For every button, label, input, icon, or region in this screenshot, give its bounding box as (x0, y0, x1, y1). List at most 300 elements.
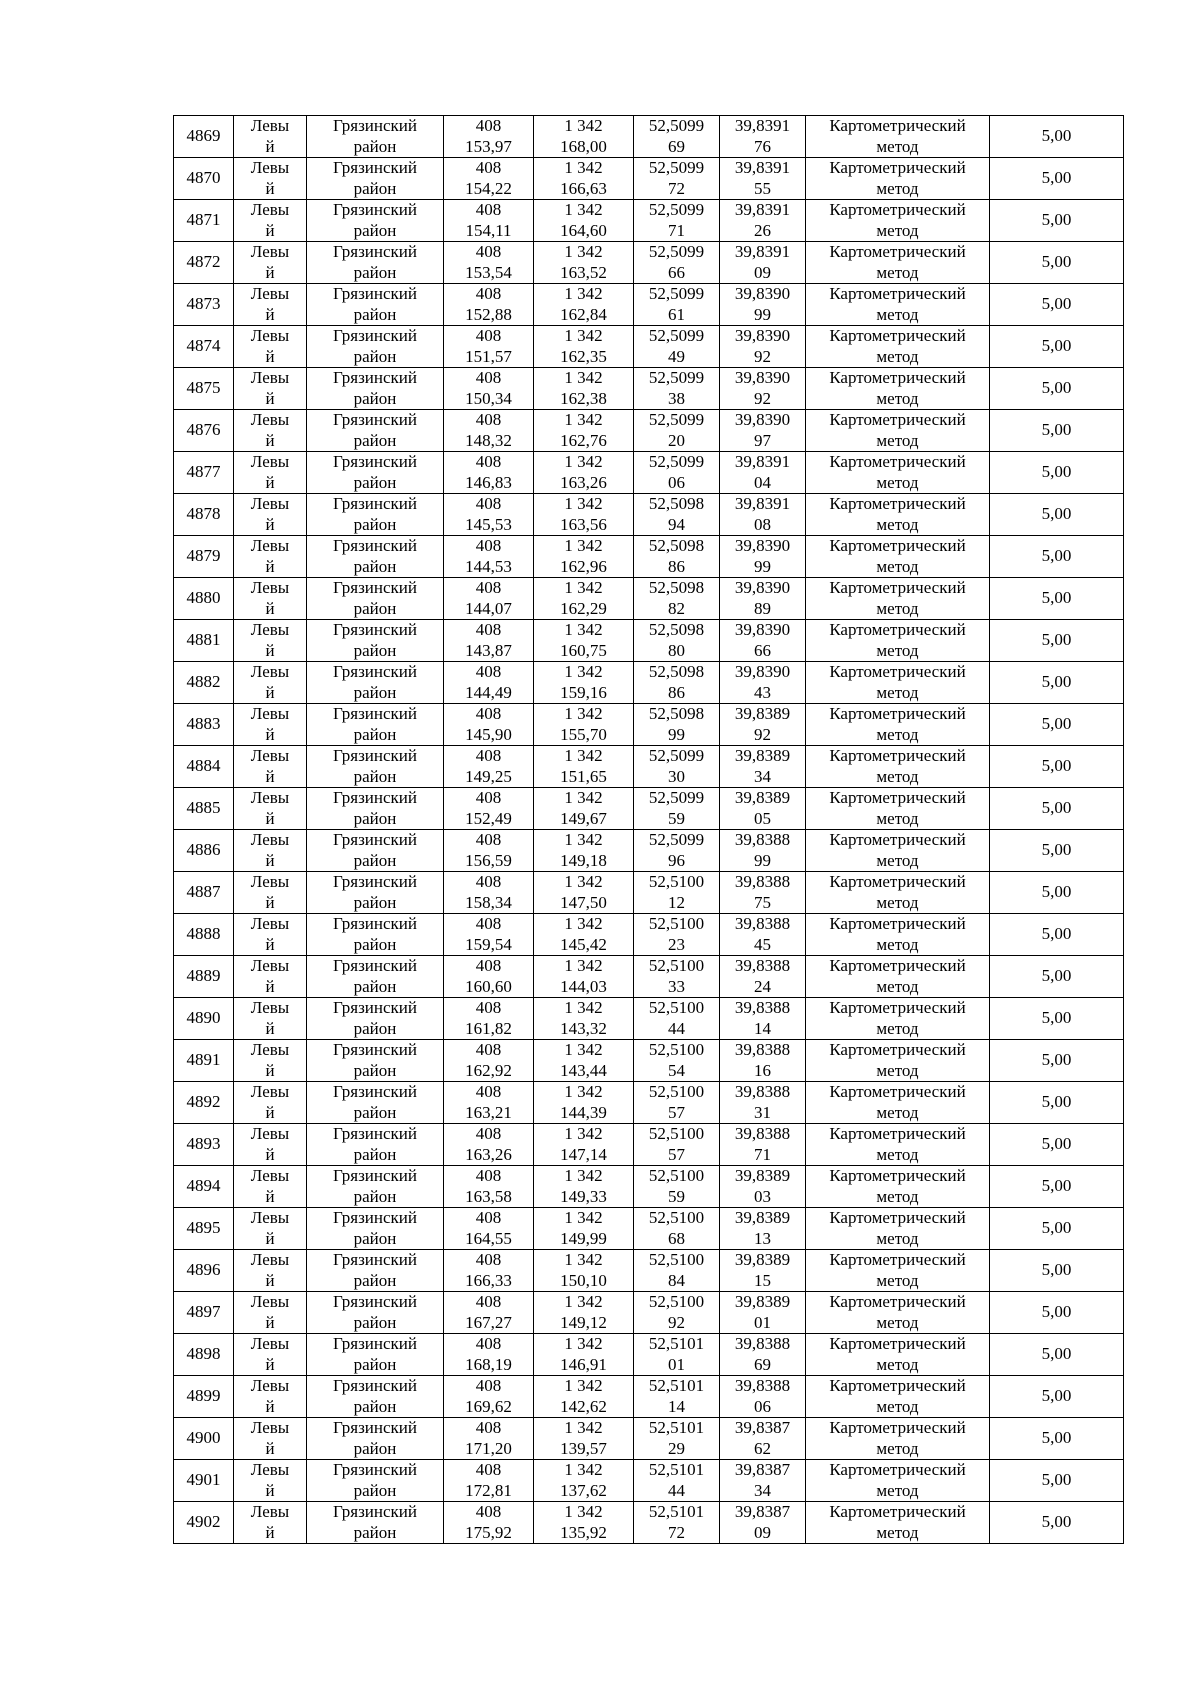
district-cell-line: Грязинский (333, 662, 417, 681)
longitude-cell-line: 39,8389 (734, 1208, 791, 1227)
table-row (174, 662, 1124, 704)
longitude-cell-line: 39,8388 (734, 1334, 791, 1353)
coordinate-x-cell-line: 408 (475, 914, 502, 933)
method-cell-line: метод (876, 1018, 919, 1038)
district-cell-line: район (353, 262, 397, 282)
accuracy-cell: 5,00 (990, 956, 1124, 998)
accuracy-cell: 5,00 (990, 746, 1124, 788)
point-number-cell: 4873 (174, 284, 234, 326)
latitude-cell-line: 68 (668, 1228, 685, 1248)
method-cell-line: Картометрический (829, 410, 966, 429)
longitude-cell-line: 39,8388 (734, 914, 791, 933)
side-cell-line: й (265, 1228, 275, 1248)
point-number-cell: 4879 (174, 536, 234, 578)
coordinate-x-cell-line: 408 (475, 326, 502, 345)
method-cell (806, 200, 990, 242)
method-cell-line: Картометрический (829, 1166, 966, 1185)
district-cell (307, 1166, 444, 1208)
latitude-cell (634, 620, 720, 662)
coordinate-x-cell (444, 872, 534, 914)
coordinate-x-cell (444, 1502, 534, 1544)
longitude-cell-line: 89 (754, 598, 771, 618)
side-cell-line: Левы (250, 1376, 290, 1395)
accuracy-cell: 5,00 (990, 410, 1124, 452)
district-cell-line: Грязинский (333, 1208, 417, 1227)
method-cell-line: Картометрический (829, 284, 966, 303)
latitude-cell-line: 38 (668, 388, 685, 408)
side-cell (234, 662, 307, 704)
method-cell-line: метод (876, 1438, 919, 1458)
latitude-cell-line: 01 (668, 1354, 685, 1374)
coordinate-y-cell-line: 168,00 (560, 136, 607, 156)
side-cell (234, 242, 307, 284)
coordinate-y-cell (534, 998, 634, 1040)
longitude-cell (720, 830, 806, 872)
district-cell-line: Грязинский (333, 830, 417, 849)
side-cell-line: й (265, 1270, 275, 1290)
coordinate-x-cell-line: 408 (475, 998, 502, 1017)
coordinate-x-cell-line: 408 (475, 242, 502, 261)
district-cell-line: Грязинский (333, 956, 417, 975)
method-cell-line: Картометрический (829, 1502, 966, 1521)
longitude-cell (720, 662, 806, 704)
coordinate-x-cell (444, 452, 534, 494)
district-cell-line: район (353, 556, 397, 576)
method-cell-line: Картометрический (829, 200, 966, 219)
side-cell (234, 1124, 307, 1166)
accuracy-cell: 5,00 (990, 914, 1124, 956)
latitude-cell-line: 84 (668, 1270, 685, 1290)
accuracy-cell: 5,00 (990, 830, 1124, 872)
coordinate-x-cell-line: 408 (475, 284, 502, 303)
latitude-cell-line: 12 (668, 892, 685, 912)
coordinate-y-cell (534, 1040, 634, 1082)
side-cell-line: Левы (250, 872, 290, 891)
coordinate-y-cell-line: 1 342 (564, 1460, 603, 1479)
side-cell-line: Левы (250, 326, 290, 345)
longitude-cell-line: 05 (754, 808, 771, 828)
longitude-cell-line: 01 (754, 1312, 771, 1332)
coordinate-x-cell (444, 1124, 534, 1166)
coordinate-x-cell-line: 152,49 (465, 808, 512, 828)
method-cell-line: метод (876, 1228, 919, 1248)
coordinate-y-cell (534, 158, 634, 200)
coordinate-x-cell (444, 1460, 534, 1502)
method-cell-line: метод (876, 1396, 919, 1416)
latitude-cell-line: 54 (668, 1060, 685, 1080)
longitude-cell-line: 39,8388 (734, 1376, 791, 1395)
district-cell-line: район (353, 1228, 397, 1248)
longitude-cell (720, 620, 806, 662)
coordinate-y-cell (534, 1460, 634, 1502)
method-cell (806, 536, 990, 578)
accuracy-cell: 5,00 (990, 1250, 1124, 1292)
method-cell-line: Картометрический (829, 116, 966, 135)
district-cell (307, 998, 444, 1040)
coordinate-y-cell (534, 788, 634, 830)
method-cell-line: метод (876, 430, 919, 450)
coordinate-x-cell (444, 200, 534, 242)
district-cell-line: район (353, 1480, 397, 1500)
method-cell (806, 662, 990, 704)
latitude-cell (634, 998, 720, 1040)
table-row (174, 116, 1124, 158)
district-cell (307, 788, 444, 830)
longitude-cell (720, 1124, 806, 1166)
longitude-cell (720, 1292, 806, 1334)
coordinate-y-cell-line: 146,91 (560, 1354, 607, 1374)
latitude-cell (634, 956, 720, 998)
latitude-cell-line: 92 (668, 1312, 685, 1332)
accuracy-cell: 5,00 (990, 1334, 1124, 1376)
latitude-cell-line: 52,5100 (648, 1250, 705, 1269)
district-cell-line: район (353, 514, 397, 534)
latitude-cell-line: 30 (668, 766, 685, 786)
latitude-cell-line: 86 (668, 556, 685, 576)
side-cell (234, 326, 307, 368)
district-cell (307, 914, 444, 956)
method-cell (806, 326, 990, 368)
method-cell (806, 494, 990, 536)
coordinate-y-cell-line: 149,12 (560, 1312, 607, 1332)
method-cell-line: Картометрический (829, 242, 966, 261)
method-cell-line: метод (876, 724, 919, 744)
district-cell-line: Грязинский (333, 368, 417, 387)
coordinate-y-cell-line: 163,26 (560, 472, 607, 492)
coordinate-x-cell-line: 408 (475, 1208, 502, 1227)
longitude-cell-line: 45 (754, 934, 771, 954)
coordinate-y-cell-line: 1 342 (564, 1250, 603, 1269)
longitude-cell (720, 1460, 806, 1502)
longitude-cell-line: 39,8388 (734, 1040, 791, 1059)
district-cell (307, 326, 444, 368)
coordinate-y-cell-line: 1 342 (564, 326, 603, 345)
latitude-cell-line: 82 (668, 598, 685, 618)
coordinate-y-cell (534, 578, 634, 620)
longitude-cell (720, 746, 806, 788)
side-cell (234, 1208, 307, 1250)
coordinate-x-cell (444, 1250, 534, 1292)
longitude-cell (720, 872, 806, 914)
coordinate-x-cell (444, 746, 534, 788)
method-cell-line: Картометрический (829, 1082, 966, 1101)
longitude-cell-line: 92 (754, 724, 771, 744)
table-row (174, 410, 1124, 452)
longitude-cell (720, 1166, 806, 1208)
side-cell (234, 914, 307, 956)
latitude-cell-line: 66 (668, 262, 685, 282)
coordinate-x-cell-line: 408 (475, 1460, 502, 1479)
latitude-cell-line: 52,5100 (648, 956, 705, 975)
longitude-cell-line: 39,8388 (734, 830, 791, 849)
side-cell (234, 620, 307, 662)
district-cell-line: район (353, 1186, 397, 1206)
longitude-cell (720, 200, 806, 242)
district-cell (307, 1376, 444, 1418)
district-cell (307, 1208, 444, 1250)
side-cell-line: й (265, 472, 275, 492)
district-cell-line: район (353, 136, 397, 156)
method-cell-line: Картометрический (829, 1376, 966, 1395)
coordinate-y-cell (534, 242, 634, 284)
latitude-cell-line: 61 (668, 304, 685, 324)
coordinate-x-cell-line: 169,62 (465, 1396, 512, 1416)
coordinate-x-cell-line: 163,21 (465, 1102, 512, 1122)
latitude-cell-line: 49 (668, 346, 685, 366)
coordinate-x-cell-line: 408 (475, 200, 502, 219)
coordinate-y-cell (534, 872, 634, 914)
coordinate-x-cell-line: 144,49 (465, 682, 512, 702)
coordinate-x-cell (444, 1376, 534, 1418)
coordinate-y-cell-line: 1 342 (564, 116, 603, 135)
coordinate-y-cell-line: 159,16 (560, 682, 607, 702)
point-number-cell: 4898 (174, 1334, 234, 1376)
coordinate-y-cell-line: 1 342 (564, 1040, 603, 1059)
coordinate-y-cell (534, 1376, 634, 1418)
table-row (174, 578, 1124, 620)
method-cell (806, 1418, 990, 1460)
coordinate-x-cell (444, 326, 534, 368)
longitude-cell-line: 92 (754, 388, 771, 408)
latitude-cell-line: 86 (668, 682, 685, 702)
district-cell (307, 1502, 444, 1544)
district-cell-line: Грязинский (333, 788, 417, 807)
longitude-cell-line: 39,8390 (734, 578, 791, 597)
coordinate-x-cell-line: 408 (475, 704, 502, 723)
coordinate-y-cell-line: 1 342 (564, 872, 603, 891)
longitude-cell-line: 39,8389 (734, 1250, 791, 1269)
method-cell-line: метод (876, 1186, 919, 1206)
latitude-cell-line: 72 (668, 178, 685, 198)
longitude-cell (720, 242, 806, 284)
method-cell-line: метод (876, 682, 919, 702)
coordinate-y-cell-line: 143,32 (560, 1018, 607, 1038)
coordinate-x-cell-line: 408 (475, 620, 502, 639)
district-cell-line: район (353, 1060, 397, 1080)
method-cell (806, 1502, 990, 1544)
coordinate-y-cell (534, 410, 634, 452)
side-cell (234, 1082, 307, 1124)
coordinate-y-cell-line: 1 342 (564, 1334, 603, 1353)
point-number-cell: 4894 (174, 1166, 234, 1208)
latitude-cell (634, 872, 720, 914)
side-cell-line: Левы (250, 1124, 290, 1143)
side-cell (234, 1460, 307, 1502)
district-cell-line: Грязинский (333, 410, 417, 429)
coordinate-x-cell (444, 1208, 534, 1250)
latitude-cell-line: 52,5101 (648, 1502, 705, 1521)
method-cell-line: Картометрический (829, 704, 966, 723)
district-cell-line: район (353, 1018, 397, 1038)
point-number-cell: 4889 (174, 956, 234, 998)
side-cell-line: Левы (250, 620, 290, 639)
coordinate-y-cell-line: 1 342 (564, 158, 603, 177)
method-cell-line: Картометрический (829, 1250, 966, 1269)
district-cell-line: район (353, 1354, 397, 1374)
district-cell (307, 1250, 444, 1292)
method-cell-line: Картометрический (829, 536, 966, 555)
coordinate-x-cell-line: 154,22 (465, 178, 512, 198)
longitude-cell-line: 39,8391 (734, 158, 791, 177)
latitude-cell (634, 1166, 720, 1208)
side-cell-line: й (265, 1060, 275, 1080)
coordinate-x-cell-line: 408 (475, 1040, 502, 1059)
latitude-cell (634, 326, 720, 368)
coordinate-x-cell-line: 163,58 (465, 1186, 512, 1206)
table-row (174, 368, 1124, 410)
district-cell-line: Грязинский (333, 746, 417, 765)
coordinate-x-cell-line: 145,53 (465, 514, 512, 534)
side-cell-line: й (265, 766, 275, 786)
accuracy-cell: 5,00 (990, 158, 1124, 200)
point-number-cell: 4871 (174, 200, 234, 242)
coordinate-x-cell-line: 144,53 (465, 556, 512, 576)
table-row (174, 326, 1124, 368)
coordinate-y-cell-line: 162,76 (560, 430, 607, 450)
side-cell-line: й (265, 346, 275, 366)
method-cell (806, 368, 990, 410)
coordinate-x-cell (444, 578, 534, 620)
side-cell-line: Левы (250, 1166, 290, 1185)
table-row (174, 1166, 1124, 1208)
side-cell (234, 1166, 307, 1208)
longitude-cell-line: 39,8390 (734, 368, 791, 387)
coordinate-y-cell-line: 162,38 (560, 388, 607, 408)
side-cell-line: Левы (250, 158, 290, 177)
side-cell-line: й (265, 1438, 275, 1458)
method-cell-line: Картометрический (829, 746, 966, 765)
side-cell-line: й (265, 724, 275, 744)
latitude-cell (634, 1292, 720, 1334)
longitude-cell (720, 1418, 806, 1460)
longitude-cell-line: 06 (754, 1396, 771, 1416)
side-cell-line: Левы (250, 200, 290, 219)
district-cell (307, 1040, 444, 1082)
method-cell-line: метод (876, 178, 919, 198)
point-number-cell: 4893 (174, 1124, 234, 1166)
coordinate-y-cell-line: 1 342 (564, 1502, 603, 1521)
coordinate-y-cell-line: 143,44 (560, 1060, 607, 1080)
coordinate-y-cell-line: 137,62 (560, 1480, 607, 1500)
longitude-cell (720, 494, 806, 536)
point-number-cell: 4869 (174, 116, 234, 158)
district-cell-line: район (353, 1144, 397, 1164)
method-cell-line: Картометрический (829, 158, 966, 177)
coordinate-y-cell-line: 1 342 (564, 788, 603, 807)
district-cell (307, 494, 444, 536)
longitude-cell-line: 39,8389 (734, 788, 791, 807)
longitude-cell-line: 39,8390 (734, 284, 791, 303)
accuracy-cell: 5,00 (990, 1292, 1124, 1334)
table-row (174, 452, 1124, 494)
latitude-cell-line: 14 (668, 1396, 685, 1416)
table-row (174, 200, 1124, 242)
coordinate-x-cell-line: 148,32 (465, 430, 512, 450)
coordinate-x-cell (444, 620, 534, 662)
coordinate-x-cell-line: 167,27 (465, 1312, 512, 1332)
district-cell (307, 200, 444, 242)
accuracy-cell: 5,00 (990, 116, 1124, 158)
point-number-cell: 4878 (174, 494, 234, 536)
coordinate-y-cell-line: 1 342 (564, 536, 603, 555)
coordinate-x-cell-line: 158,34 (465, 892, 512, 912)
coordinate-y-cell (534, 116, 634, 158)
side-cell-line: й (265, 556, 275, 576)
method-cell-line: метод (876, 514, 919, 534)
accuracy-cell: 5,00 (990, 452, 1124, 494)
district-cell (307, 1082, 444, 1124)
longitude-cell-line: 39,8391 (734, 452, 791, 471)
coordinate-x-cell-line: 172,81 (465, 1480, 512, 1500)
side-cell-line: Левы (250, 410, 290, 429)
coordinate-y-cell (534, 914, 634, 956)
longitude-cell-line: 15 (754, 1270, 771, 1290)
district-cell-line: Грязинский (333, 998, 417, 1017)
coordinate-y-cell-line: 1 342 (564, 746, 603, 765)
district-cell-line: район (353, 178, 397, 198)
latitude-cell-line: 52,5100 (648, 872, 705, 891)
coordinate-x-cell-line: 162,92 (465, 1060, 512, 1080)
latitude-cell (634, 368, 720, 410)
table-row (174, 914, 1124, 956)
method-cell-line: Картометрический (829, 368, 966, 387)
coordinate-y-cell-line: 1 342 (564, 998, 603, 1017)
coordinate-x-cell (444, 494, 534, 536)
longitude-cell-line: 39,8388 (734, 1124, 791, 1143)
latitude-cell-line: 52,5099 (648, 326, 705, 345)
side-cell (234, 788, 307, 830)
district-cell-line: Грязинский (333, 1166, 417, 1185)
accuracy-cell: 5,00 (990, 578, 1124, 620)
method-cell (806, 284, 990, 326)
district-cell-line: Грязинский (333, 536, 417, 555)
method-cell-line: Картометрический (829, 1334, 966, 1353)
coordinate-x-cell-line: 408 (475, 746, 502, 765)
latitude-cell-line: 52,5101 (648, 1376, 705, 1395)
longitude-cell-line: 39,8391 (734, 494, 791, 513)
longitude-cell-line: 69 (754, 1354, 771, 1374)
coordinate-y-cell-line: 1 342 (564, 956, 603, 975)
table-row (174, 1208, 1124, 1250)
coordinate-y-cell-line: 149,18 (560, 850, 607, 870)
accuracy-cell: 5,00 (990, 662, 1124, 704)
coordinate-y-cell-line: 150,10 (560, 1270, 607, 1290)
point-number-cell: 4892 (174, 1082, 234, 1124)
side-cell-line: й (265, 976, 275, 996)
side-cell-line: Левы (250, 578, 290, 597)
method-cell (806, 872, 990, 914)
side-cell (234, 284, 307, 326)
coordinate-x-cell-line: 151,57 (465, 346, 512, 366)
method-cell (806, 1082, 990, 1124)
latitude-cell-line: 52,5099 (648, 452, 705, 471)
side-cell-line: й (265, 1144, 275, 1164)
longitude-cell-line: 09 (754, 262, 771, 282)
point-number-cell: 4887 (174, 872, 234, 914)
latitude-cell (634, 830, 720, 872)
longitude-cell-line: 39,8387 (734, 1460, 791, 1479)
coordinate-y-cell (534, 1418, 634, 1460)
coordinate-y-cell-line: 144,39 (560, 1102, 607, 1122)
method-cell (806, 1040, 990, 1082)
method-cell-line: метод (876, 556, 919, 576)
longitude-cell-line: 39,8391 (734, 116, 791, 135)
district-cell-line: район (353, 430, 397, 450)
method-cell (806, 1250, 990, 1292)
coordinate-x-cell (444, 1166, 534, 1208)
method-cell-line: метод (876, 934, 919, 954)
district-cell-line: Грязинский (333, 1124, 417, 1143)
